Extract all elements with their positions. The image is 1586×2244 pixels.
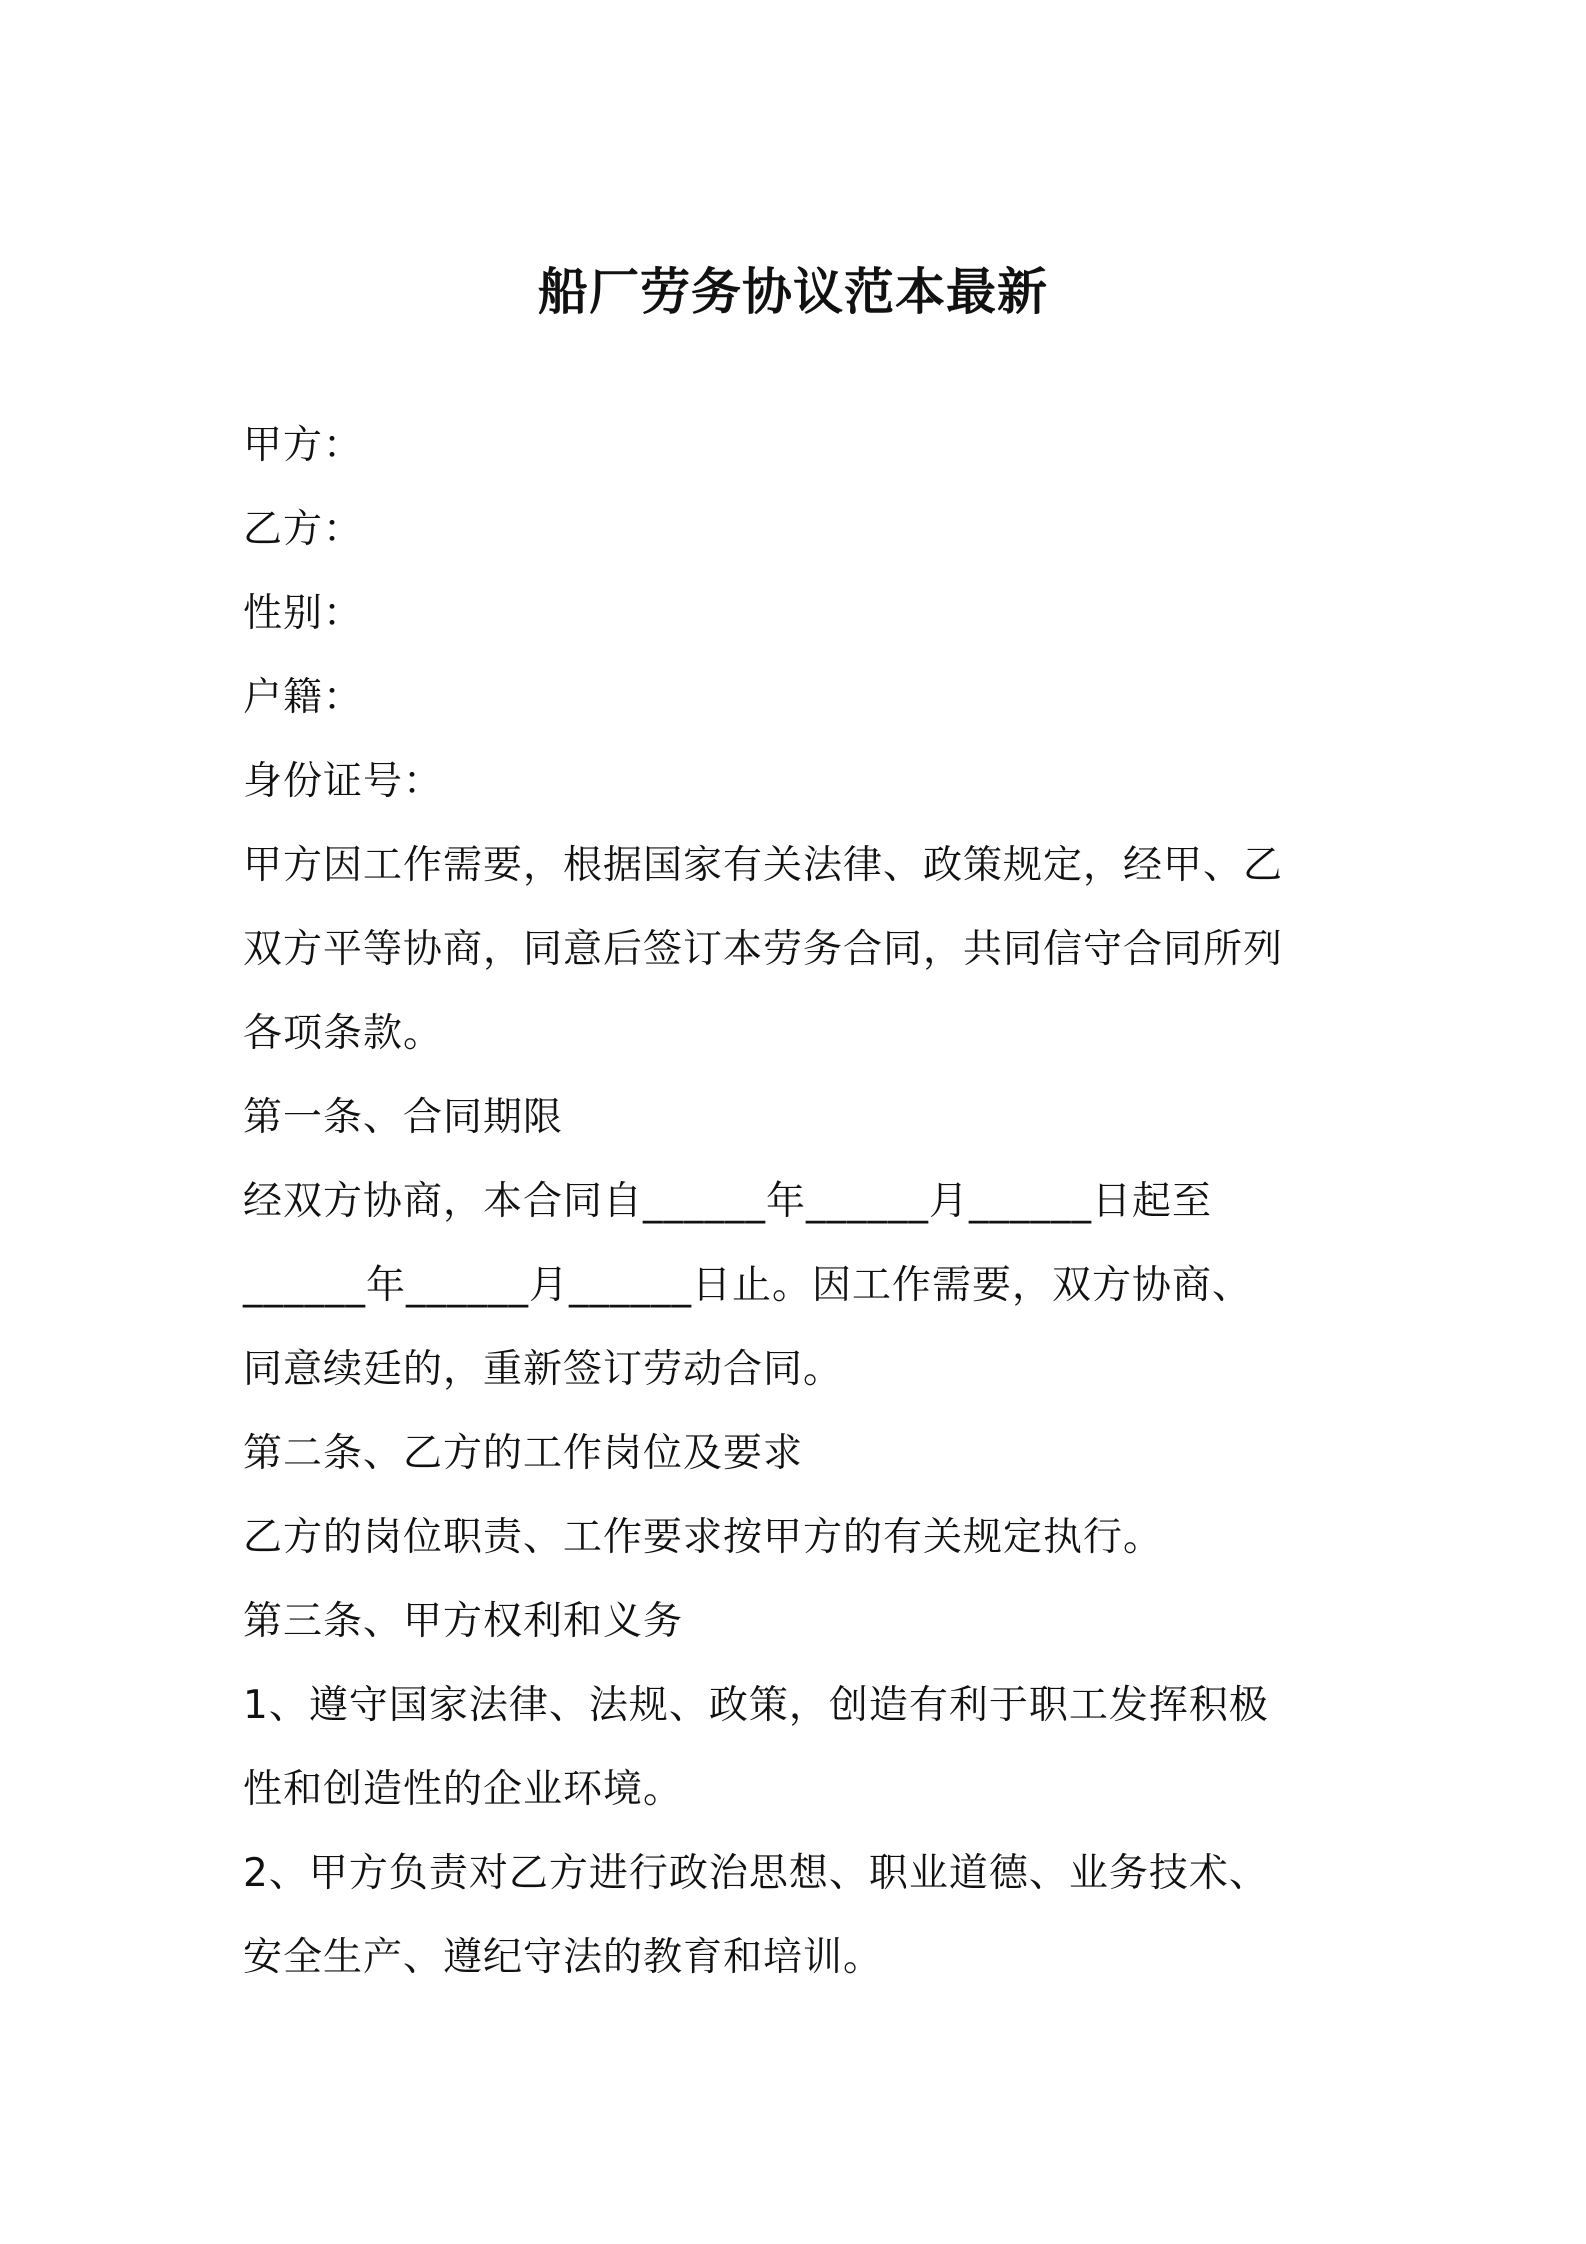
article-1-line: 经双方协商，本合同自______年______月______日起至 — [243, 1179, 1213, 1224]
article-1-heading: 第一条、合同期限 — [243, 1095, 564, 1140]
article-1-line: ______年______月______日止。因工作需要，双方协商、 — [243, 1263, 1253, 1308]
field-party-a: 甲方： — [243, 423, 364, 468]
article-1-line: 同意续廷的，重新签订劳动合同。 — [243, 1347, 844, 1392]
intro-paragraph — [243, 824, 1363, 1076]
article-1-text — [243, 1160, 1363, 1412]
field-gender: 性别： — [243, 591, 364, 636]
article-3-item-1 — [243, 1664, 1363, 1832]
article-3-item-2-line: 2、甲方负责对乙方进行政治思想、职业道德、业务技术、 — [243, 1851, 1269, 1896]
field-id-number: 身份证号： — [243, 759, 444, 804]
document-title: 船厂劳务协议范本最新 — [538, 263, 1048, 321]
article-3-item-1-line: 性和创造性的企业环境。 — [243, 1767, 684, 1812]
field-household-registration: 户籍： — [243, 675, 364, 720]
article-2-heading: 第二条、乙方的工作岗位及要求 — [243, 1431, 804, 1476]
article-2-line: 乙方的岗位职责、工作要求按甲方的有关规定执行。 — [243, 1515, 1164, 1560]
field-party-b: 乙方： — [243, 507, 364, 552]
document-body — [243, 404, 1363, 2000]
article-2-text — [243, 1496, 1363, 1580]
intro-line: 甲方因工作需要，根据国家有关法律、政策规定，经甲、乙 — [243, 843, 1284, 888]
article-3-item-1-line: 1、遵守国家法律、法规、政策，创造有利于职工发挥积极 — [243, 1683, 1269, 1728]
article-3-heading: 第三条、甲方权利和义务 — [243, 1599, 684, 1644]
intro-line: 双方平等协商，同意后签订本劳务合同，共同信守合同所列 — [243, 927, 1284, 972]
article-3-item-2-line: 安全生产、遵纪守法的教育和培训。 — [243, 1935, 884, 1980]
intro-line: 各项条款。 — [243, 1011, 444, 1056]
article-3-item-2 — [243, 1832, 1363, 2000]
